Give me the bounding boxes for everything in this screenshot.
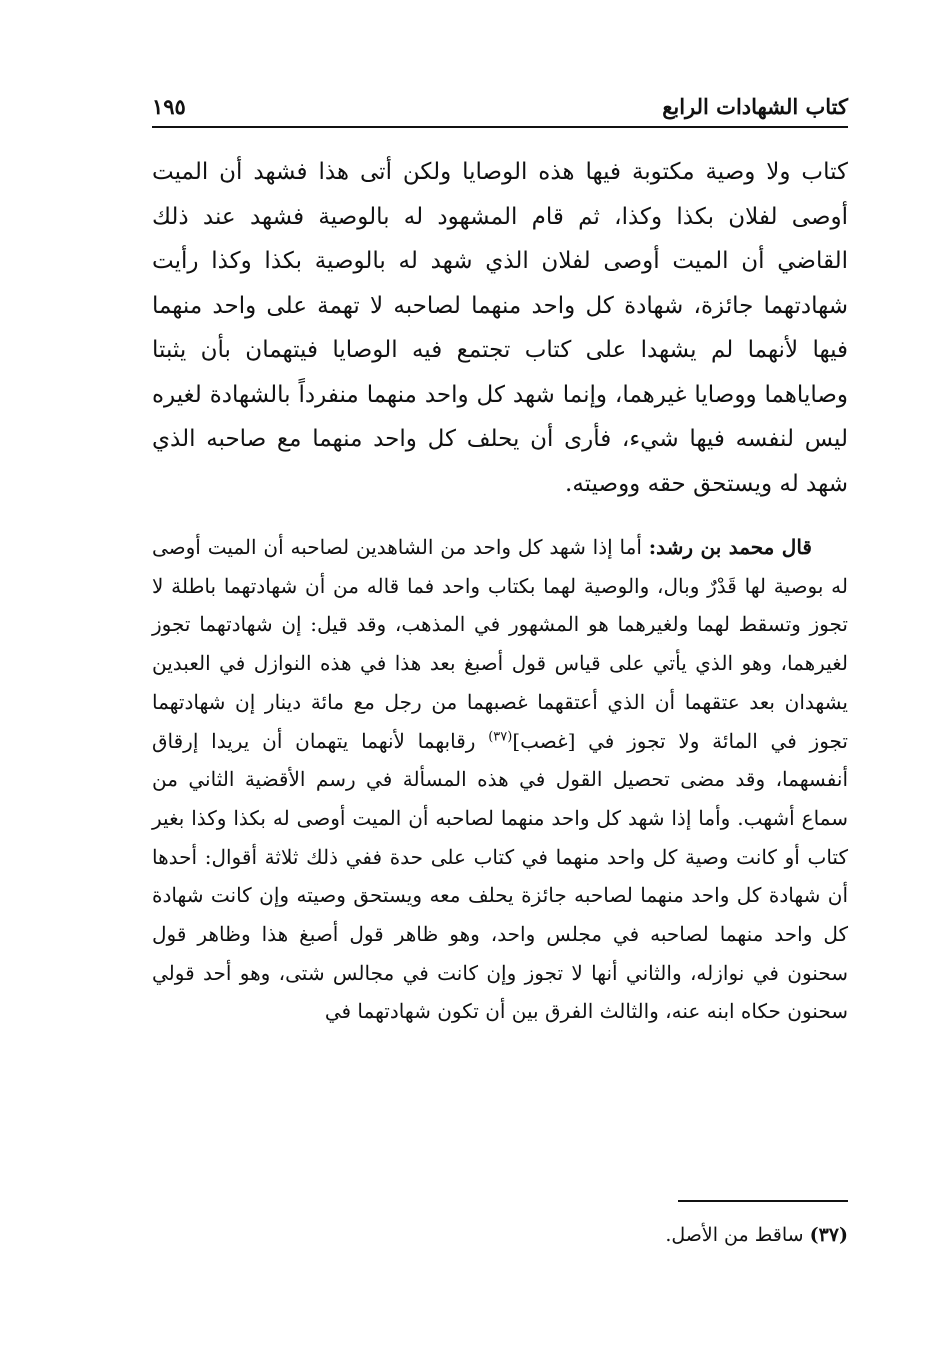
footnote: [152, 1220, 848, 1250]
footnote-rule: [678, 1200, 848, 1202]
paragraph-2-text-after-note: رقابهما لأنهما يتهمان أن يريدا إرقاق أنفسهما، وقد مضى تحصيل القول في هذه المسألة في رسم الأقضية الثاني من سماع أشهب. وأما إذا شهد كل واحد منهما لصاحبه أن الميت أوصى له بكذا وكذا بغير كتاب أو كانت وصية كل واحد منهما في كتاب على حدة ففي ذلك ثلاثة أقوال: أحدها أن شهادة كل واحد منهما لصاحبه جائزة يحلف معه ويستحق وصيته وإن كانت شهادة كل واحد منهما لصاحبه في مجلس واحد، وهو ظاهر قول أصبغ هذا وظاهر قول سحنون في نوازله، والثاني أنها لا تجوز وإن كانت في مجالس شتى، وهو أحد قولي سحنون حكاه ابنه عنه، والثالث الفرق بين أن تكون شهادتهما في: [152, 728, 848, 1024]
header-rule: [152, 126, 848, 128]
paragraph-2: [152, 528, 848, 1031]
paragraph-lead: قال محمد بن رشد:: [648, 535, 812, 559]
page-header: [152, 92, 848, 124]
footnote-number: (٣٧): [809, 1224, 848, 1246]
running-title: كتاب الشهادات الرابع: [662, 94, 848, 119]
page-number: ١٩٥: [152, 94, 186, 119]
footnote-text: ساقط من الأصل.: [665, 1224, 810, 1246]
paragraph-2-text-before-note: أما إذا شهد كل واحد من الشاهدين لصاحبه أن الميت أوصى له بوصية لها قَدْرٌ وبال، والوصية لهما بكتاب واحد فما قاله من أن شهادتهما باطلة لا تجوز وتسقط لهما ولغيرهما هو المشهور في المذهب، وقد قيل: إن شهادتهما تجوز لغيرهما، وهو الذي يأتي على قياس قول أصبغ بعد هذا في هذه النوازل في العبدين يشهدان بعد عتقهما أن الذي أعتقهما غصبهما من رجل مع مائة دينار إن شهادتهما تجوز في المائة ولا تجوز في [غصب]: [152, 535, 849, 753]
footnote-reference: (٣٧): [488, 728, 513, 744]
paragraph-1: كتاب ولا وصية مكتوبة فيها هذه الوصايا ولكن أتى هذا فشهد أن الميت أوصى لفلان بكذا وكذا، ثم قام المشهود له بالوصية فشهد عند ذلك القاضي أن الميت أوصى لفلان الذي شهد له بالوصية بكذا وكذا رأيت شهادتهما جائزة، شهادة كل واحد منهما لصاحبه لا تهمة على واحد منهما فيها لأنهما لم يشهدا على كتاب تجتمع فيه الوصايا فيتهمان بأن يثبتا وصاياهما ووصايا غيرهما، وإنما شهد كل واحد منهما منفرداً بالشهادة لغيره ليس لنفسه فيها شيء، فأرى أن يحلف كل واحد منهما مع صاحبه الذي شهد له ويستحق حقه ووصيته.: [152, 159, 848, 497]
main-text: [152, 150, 848, 1031]
